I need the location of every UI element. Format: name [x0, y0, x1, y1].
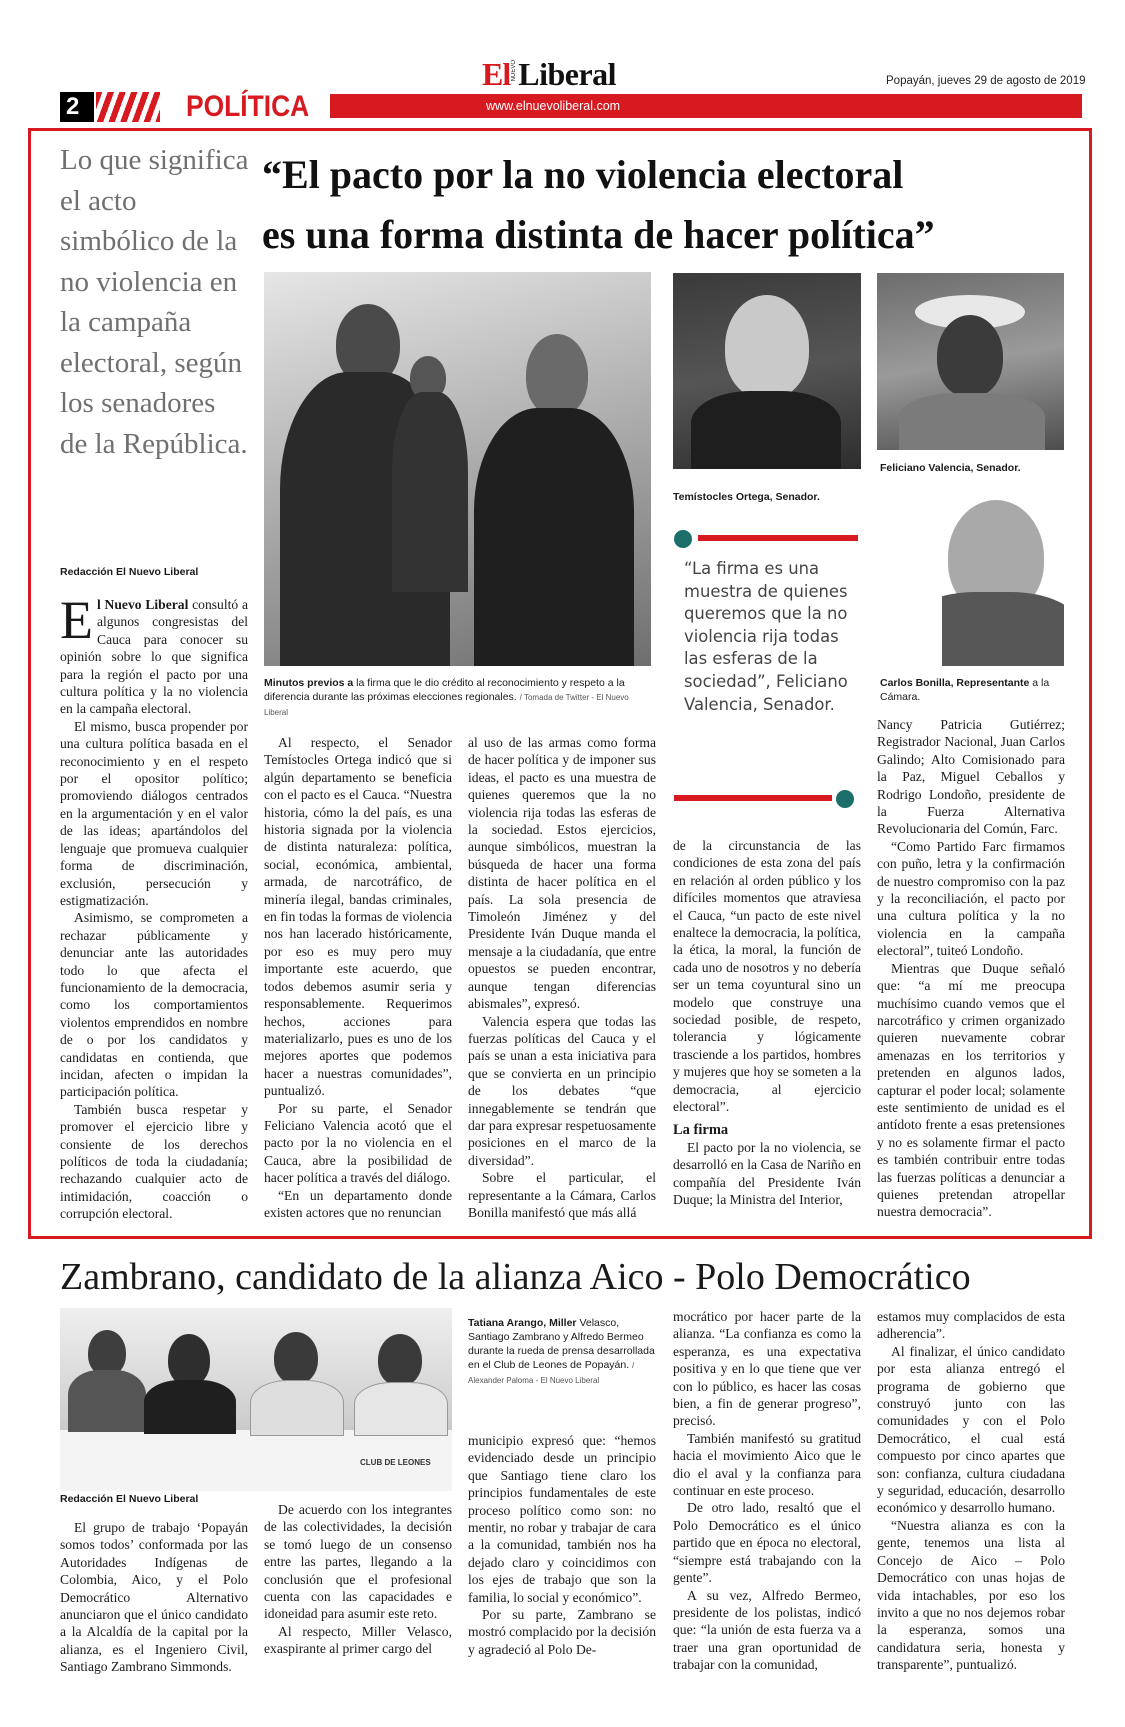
masthead-stripes	[96, 92, 160, 122]
bonilla-caption-text: a la Cámara.	[880, 677, 1050, 703]
bonilla-caption	[880, 676, 1064, 704]
valencia-photo	[877, 273, 1064, 450]
article1-column-4	[673, 837, 861, 1209]
bonilla-photo	[942, 498, 1064, 666]
dateline: Popayán, jueves 29 de agosto de 2019	[886, 75, 1086, 87]
masthead-red-bar	[330, 94, 1082, 118]
article2-column-3	[468, 1432, 656, 1658]
paragraph: También manifestó su gratitud hacia el movimiento Aico que le dio el aval y la confianza para continuar en este proceso.	[673, 1430, 861, 1499]
headline-line-2: es una forma distinta de hacer política”	[262, 212, 935, 257]
paragraph: “Como Partido Farc firmamos con puño, letra y la confirmación de nuestro compromiso con la paz y la reconciliación, el pacto por una cultura política y la no violencia en la campaña electoral”, tuiteó Londoño.	[877, 838, 1065, 959]
ortega-photo	[673, 273, 861, 469]
press-caption-text: Velasco, Santiago Zambrano y Alfredo Bermeo durante la rueda de prensa desarrollada en el Club de Leones de Popayán.	[468, 1317, 655, 1371]
paragraph: de la circunstancia de las condiciones de esta zona del país en relación al orden público y los difíciles momentos que atraviesa el Cauca, “un pacto de este nivel enaltece la democracia, la política, la ética, la moral, la función de cada uno de nosotros y no debería ser un tema coyuntural sino un modelo que construye una sociedad posible, de respeto, tolerancia y lógicamente trasciende a los partidos, hombres y mujeres que hoy se someten a la democracia, al ejercicio electoral”.	[673, 838, 861, 1115]
logo-liberal: Liberal	[518, 56, 617, 92]
paragraph: Al respecto, el Senador Temístocles Ortega indicó que si algún departamento se beneficia con el pacto es el Cauca. “Nuestra historia, cómo la del país, es una historia signada por la violencia de distinta naturaleza: política, social, económica, ambiental, armada, de narcotráfico, de minería ilegal, bandas criminales, en fin todas la formas de violencia nos han lacerado históricamente, por eso es muy pero muy importante este acuerdo, que todos debemos asumir seria y responsablemente. Requerimos hechos, acciones para materializarlo, pues es uno de los mejores aportes que podemos hacer a nuestras comunidades”, puntualizó.	[264, 735, 452, 1099]
page-number: 2	[66, 93, 80, 120]
main-caption-source: / Tomada de Twitter - El Nuevo Liberal	[264, 693, 629, 717]
paragraph: El grupo de trabajo ‘Popayán somos todos’ conformada por las Autoridades Indígenas de Colombia, Aico, y el Polo Democrático Alternativo anunciaron que el único candidato a la Alcaldía de la capital por la alianza, es el Ingeniero Civil, Santiago Zambrano Simmonds.	[60, 1520, 248, 1675]
paragraph: Por su parte, el Senador Feliciano Valencia acotó que el pacto por la no violencia en el Cauca, abre la posibilidad de hacer política a través del diálogo.	[264, 1100, 452, 1186]
lead-paragraph	[60, 590, 248, 718]
paragraph: Al respecto, Miller Velasco, exaspirante al primer cargo del	[264, 1623, 452, 1657]
article2-byline: Redacción El Nuevo Liberal	[60, 1493, 199, 1505]
logo-el: El	[482, 56, 511, 92]
drop-cap: E	[60, 590, 93, 650]
paragraph: al uso de las armas como forma de hacer política y de imponer sus ideas, el pacto es una muestra de quienes queremos que la no violencia rija todas las esferas de la sociedad. Estos ejercicios, aunque simbólicos, muestran la búsqueda de hacer una forma distinta de hacer política en el país. La sola presencia de Timoleón Jiménez y del Presidente Iván Duque manda el mensaje a la ciudadanía, que entre opuestos se pueden encontrar, aunque tengan diferencias abismales”, expresó.	[468, 735, 656, 1012]
article-byline: Redacción El Nuevo Liberal	[60, 566, 199, 578]
quote-top-dot	[674, 530, 692, 548]
press-caption-source: / Alexander Paloma - El Nuevo Liberal	[468, 1361, 635, 1385]
lead-bold: l Nuevo Liberal	[97, 597, 189, 612]
paragraph: A su vez, Alfredo Bermeo, presidente de los polistas, indicó que: “la unión de esta fuerza va a traer una gran oportunidad de trabajar con la comunidad,	[673, 1587, 861, 1673]
article-deck: Lo que significa el acto simbólico de la no violencia en la campaña electoral, según los senadores de la República.	[60, 144, 249, 460]
article1-column-5	[877, 716, 1065, 1221]
article2-headline: Zambrano, candidato de la alianza Aico - Polo Democrático	[60, 1256, 971, 1298]
paragraph: También busca respetar y promover el ejercicio libre y consiente de los derechos políticos de toda la ciudadanía; rechazando cualquier acto de intimidación, coacción o corrupción electoral.	[60, 1101, 248, 1222]
pull-quote: “La firma es una muestra de quienes queremos que la no violencia rija todas las esferas de la sociedad”, Feliciano Valencia, Senador.	[684, 559, 848, 714]
press-photo-caption	[468, 1316, 656, 1388]
paragraph: Sobre el particular, el representante a la Cámara, Carlos Bonilla manifestó que más allá	[468, 1170, 656, 1220]
paragraph: estamos muy complacidos de esta adherencia”.	[877, 1309, 1065, 1342]
article2-column-1	[60, 1519, 248, 1676]
valencia-caption: Feliciano Valencia, Senador.	[880, 462, 1021, 474]
paragraph: Asimismo, se comprometen a rechazar públicamente y denunciar ante las autoridades todo lo que afecta el funcionamiento de la democracia, como los comportamientos violentos emprendidos en nombre de o por los candidatos y candidatas en contienda, que incidan, afecten o impidan la participación política.	[60, 910, 248, 1100]
quote-bottom-rule	[674, 795, 832, 801]
article2-column-4	[673, 1308, 861, 1674]
logo-nuevo: NUEVO	[511, 60, 518, 82]
quote-bottom-dot	[836, 790, 854, 808]
paragraph: Valencia espera que todas las fuerzas políticas del Cauca y el país se unan a esta iniciativa para que se convierta en un principio de los debates “que innegablemente se tendrán que dar para expresar respetuosamente posiciones en el marco de la diversidad”.	[468, 1013, 656, 1168]
paragraph: “Nuestra alianza es con la gente, tenemos una lista al Concejo de Aico – Polo Democrático con unas hojas de vida intachables, por eso los invito a que no nos dejemos robar la esperanza, somos una candidatura seria, honesta y transparente”, puntualizó.	[877, 1517, 1065, 1673]
main-photo	[264, 272, 651, 666]
article1-column-2	[264, 734, 452, 1221]
section-title: POLÍTICA	[186, 90, 310, 123]
press-conference-photo	[60, 1308, 452, 1491]
article1-column-3	[468, 734, 656, 1221]
lead-text: consultó a algunos congresistas del Cauca para conocer su opinión sobre lo que significa para la región el pacto por una cultura política y la no violencia en la campaña electoral.	[60, 597, 248, 717]
paragraph: El mismo, busca propender por una cultura política basada en el reconocimiento y en el respeto por el opositor político; promoviendo diálogos centrados en la argumentación y en el valor de las ideas; apartándolos del lenguaje que promueva cualquier forma de discriminación, exclusión, persecución y estigmatización.	[60, 718, 248, 908]
logo	[482, 56, 616, 90]
website-url[interactable]: www.elnuevoliberal.com	[486, 99, 621, 113]
paragraph: Por su parte, Zambrano se mostró complacido por la decisión y agradeció al Polo De-	[468, 1607, 657, 1657]
paragraph: municipio expresó que: “hemos evidenciado desde un principio que Santiago tiene claro los principios fundamentales de este proceso político como son: no mentir, no robar y trabajar de cara a la comunidad, también nos ha dejado claro y coincidimos con los ejes de trabajo que son la familia, lo social y económico”.	[468, 1433, 656, 1605]
quote-top-rule	[698, 535, 858, 541]
article1-column-1	[60, 590, 248, 1223]
paragraph: De otro lado, resaltó que el Polo Democrático es el único partido que en época no electoral, “siempre está trabajando con la gente”.	[673, 1500, 861, 1586]
main-caption-text: la firma que le dio crédito al reconocimiento y respeto a la diferencia durante las próximas elecciones regionales.	[264, 677, 625, 703]
paragraph: Mientras que Duque señaló que: “a mí me preocupa muchísimo cuando vemos que el narcotráfico y crimen organizado quieren nuevamente cobrar amenazas en los territorios y pretenden en algunos lados, capturar el poder local; solamente este sentimiento de unidad es el antídoto frente a esas pretensiones y no es solamente firmar el pacto es también contribuir entre todas las fuerzas políticas a denunciar a quienes pretendan atropellar nuestra democracia”.	[877, 960, 1065, 1220]
bonilla-caption-bold: Carlos Bonilla, Representante	[880, 677, 1030, 689]
press-caption-bold: Tatiana Arango, Miller	[468, 1317, 577, 1329]
article2-column-2	[264, 1501, 452, 1658]
article-headline	[262, 145, 1062, 265]
ortega-caption: Temístocles Ortega, Senador.	[673, 491, 820, 503]
paragraph: “En un departamento donde existen actores que no renuncian	[264, 1187, 452, 1220]
paragraph: mocrático por hacer parte de la alianza. “La confianza es como la esperanza, es una expectativa positiva y en lo que tiene que ver con lo público, es hacer las cosas bien, a fin de generar progreso”, precisó.	[673, 1309, 861, 1429]
main-photo-caption	[264, 676, 649, 720]
subhead: La firma	[673, 1121, 729, 1138]
article2-column-5	[877, 1308, 1065, 1674]
main-caption-bold: Minutos previos a	[264, 677, 354, 689]
headline-line-1: “El pacto por la no violencia electoral	[262, 152, 904, 197]
paragraph: De acuerdo con los integrantes de las colectividades, la decisión se tomó luego de un consenso entre las partes, llegando a la conclusión que el profesional cuenta con las capacidades e idoneidad para asumir este reto.	[264, 1502, 452, 1622]
paragraph: Al finalizar, el único candidato por esta alianza entregó el programa de gobierno que construyó junto con las comunidades y con el Polo Democrático, el cual está compuesto por cinco apartes que son: confianza, cultura ciudadana y seguridad, educación, desarrollo económico y desarrollo humano.	[877, 1343, 1065, 1516]
photo-banner-text: CLUB DE LEONES	[360, 1458, 431, 1467]
paragraph: El pacto por la no violencia, se desarrolló en la Casa de Nariño en compañía del Presidente Iván Duque; la Ministra del Interior,	[673, 1139, 861, 1208]
paragraph: Nancy Patricia Gutiérrez; Registrador Nacional, Juan Carlos Galindo; Alto Comisionado para la Paz, Miguel Ceballos y Rodrigo Londoño, presidente de la Fuerza Alternativa Revolucionaria del Común, Farc.	[877, 717, 1065, 837]
